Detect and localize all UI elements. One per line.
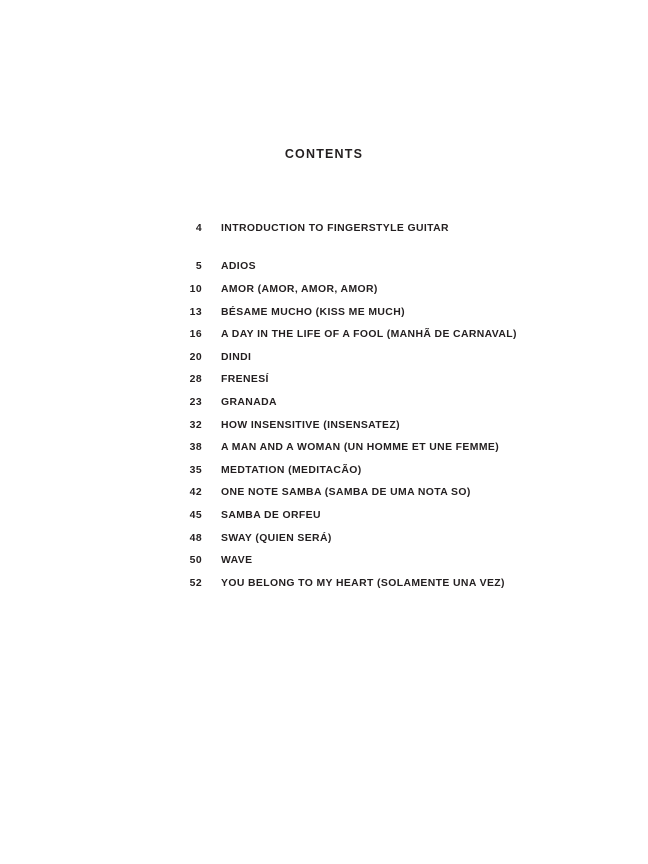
toc-entry-title: BÉSAME MUCHO (KISS ME MUCH)	[221, 306, 405, 318]
toc-entry	[0, 369, 648, 392]
toc-entry	[0, 391, 648, 414]
toc-page-number: 20	[189, 351, 202, 363]
toc-page-number: 42	[189, 487, 202, 499]
toc-entry-title: AMOR (AMOR, AMOR, AMOR)	[221, 283, 378, 295]
toc-entry	[0, 572, 648, 595]
table-of-contents	[0, 217, 648, 595]
toc-page-number: 48	[189, 532, 202, 544]
toc-entry-title: GRANADA	[221, 396, 277, 408]
toc-page-number: 5	[195, 261, 202, 273]
toc-entry	[0, 346, 648, 369]
toc-entry	[0, 323, 648, 346]
page-title: CONTENTS	[284, 147, 364, 161]
toc-entry-title: FRENESÍ	[221, 374, 269, 386]
toc-entry	[0, 527, 648, 550]
toc-page-number: 23	[189, 396, 202, 408]
toc-page-number: 28	[189, 374, 202, 386]
toc-page-number: 38	[189, 442, 202, 454]
toc-page-number: 35	[189, 464, 202, 476]
toc-page-number: 10	[189, 283, 202, 295]
toc-entry-title: YOU BELONG TO MY HEART (SOLAMENTE UNA VEZ)	[221, 577, 505, 589]
toc-entry	[0, 301, 648, 324]
toc-entry	[0, 414, 648, 437]
toc-page-number: 50	[189, 555, 202, 567]
toc-entry	[0, 217, 648, 240]
toc-entry	[0, 256, 648, 279]
toc-entry-title: HOW INSENSITIVE (INSENSATEZ)	[221, 419, 400, 431]
toc-page-number: 32	[189, 419, 202, 431]
toc-page-number: 45	[189, 509, 202, 521]
toc-entry	[0, 436, 648, 459]
toc-entry-title: DINDI	[221, 351, 252, 363]
toc-entry-title: SWAY (QUIEN SERÁ)	[221, 532, 332, 544]
toc-page-number: 13	[189, 306, 202, 318]
toc-entry-title: ADIOS	[221, 261, 256, 273]
toc-page-number: 4	[195, 222, 202, 234]
toc-entry-title: A MAN AND A WOMAN (UN HOMME ET UNE FEMME)	[221, 442, 500, 454]
toc-entry	[0, 459, 648, 482]
toc-entry	[0, 504, 648, 527]
toc-entry-title: ONE NOTE SAMBA (SAMBA DE UMA NOTA SO)	[221, 487, 471, 499]
toc-entry-title: MEDTATION (MEDITACÃO)	[221, 464, 362, 476]
toc-entry-title: SAMBA DE ORFEU	[221, 509, 321, 521]
toc-page-number: 52	[189, 577, 202, 589]
toc-entry	[0, 549, 648, 572]
toc-entry-title: A DAY IN THE LIFE OF A FOOL (MANHÃ DE CARNAVAL)	[221, 329, 517, 341]
toc-entry	[0, 278, 648, 301]
toc-entry-title: WAVE	[221, 555, 253, 567]
toc-entry	[0, 482, 648, 505]
toc-page-number: 16	[189, 329, 202, 341]
toc-entry-title: INTRODUCTION TO FINGERSTYLE GUITAR	[221, 222, 449, 234]
